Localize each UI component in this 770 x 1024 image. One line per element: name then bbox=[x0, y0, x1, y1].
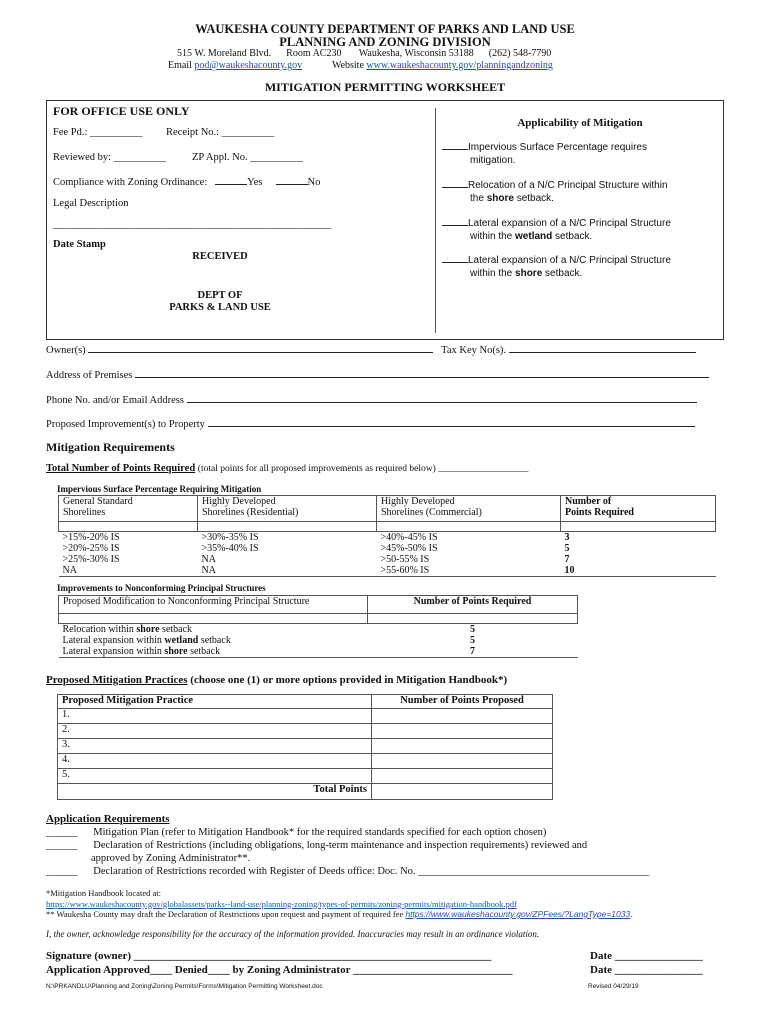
applicability-item-4[interactable]: Lateral expansion of a N/C Principal Structure within the shore setback. bbox=[442, 254, 671, 280]
practices-note: (choose one (1) or more options provided in Mitigation Handbook*) bbox=[190, 674, 508, 686]
practice-points-3[interactable] bbox=[372, 739, 553, 754]
phone-field[interactable] bbox=[187, 402, 697, 403]
app-req-item[interactable]: ______ Mitigation Plan (refer to Mitigation Handbook* for the required standards specified for each option chosen) bbox=[46, 827, 547, 838]
website-label: Website bbox=[331, 60, 364, 71]
isp-col-commercial: Highly Developed Shorelines (Commercial) bbox=[377, 496, 561, 522]
phone: (262) 548-7790 bbox=[488, 48, 552, 59]
approval-date-line[interactable]: Date ________________ bbox=[590, 964, 703, 976]
receipt-no: Receipt No.: __________ bbox=[166, 127, 275, 138]
applicability-item-3[interactable]: Lateral expansion of a N/C Principal Structure within the wetland setback. bbox=[442, 217, 671, 243]
division-heading: PLANNING AND ZONING DIVISION bbox=[279, 35, 491, 49]
office-divider bbox=[435, 108, 436, 333]
approval-line[interactable]: Application Approved____ Denied____ by Zoning Administrator _____________________________ bbox=[46, 964, 513, 976]
dept-stamp-2: PARKS & LAND USE bbox=[169, 302, 271, 313]
applicability-item-1[interactable]: Impervious Surface Percentage requires mitigation. bbox=[442, 141, 647, 167]
applicability-heading: Applicability of Mitigation bbox=[517, 117, 643, 129]
isp-row: >20%-25% IS >35%-40% IS >45%-50% IS 5 bbox=[62, 543, 570, 554]
total-points-row bbox=[46, 463, 528, 474]
handbook-note: *Mitigation Handbook located at: bbox=[46, 888, 161, 898]
date-stamp: Date Stamp bbox=[53, 239, 106, 250]
compliance-row bbox=[53, 177, 320, 188]
practice-points-1[interactable] bbox=[372, 709, 553, 724]
no-blank[interactable] bbox=[276, 184, 308, 185]
isp-row: >25%-30% IS NA >50-55% IS 7 bbox=[62, 554, 570, 565]
compliance-label: Compliance with Zoning Ordinance: bbox=[53, 177, 208, 188]
improvement-row bbox=[46, 419, 726, 430]
app-req-item[interactable]: ______ Declaration of Restrictions recorded with Register of Deeds office: Doc. No. ____________________________________________ bbox=[46, 866, 650, 877]
notes: *Mitigation Handbook located at: https://www.waukeshacounty.gov/globalassets/parks--land-use/planning-zoning/types-of-permits/zoning-permits/mitigation-handbook.pdf ** Waukesha County may draft the Declaration of Restrictions upon request and payment of required fee https://www.waukeshacounty.gov/ZPFees/?LangType=1033. bbox=[46, 888, 746, 920]
practice-row-2[interactable]: 2. bbox=[58, 724, 372, 739]
dept-stamp-1: DEPT OF bbox=[197, 290, 243, 301]
isp-col-residential: Highly Developed Shorelines (Residential) bbox=[198, 496, 377, 522]
yes-label: Yes bbox=[247, 177, 263, 188]
nc-row: Lateral expansion within wetland setback 5 bbox=[62, 635, 475, 646]
owner-row bbox=[46, 345, 726, 356]
practices-heading-row bbox=[46, 674, 507, 686]
total-points-field[interactable] bbox=[372, 784, 553, 800]
email-link[interactable]: pod@waukeshacounty.gov bbox=[194, 60, 303, 71]
isp-row: >15%-20% IS >30%-35% IS >40%-45% IS 3 bbox=[62, 532, 570, 543]
owner-signature-line[interactable]: Signature (owner) _________________________________________________________________ bbox=[46, 950, 492, 962]
taxkey-label: Tax Key No(s). bbox=[441, 345, 507, 356]
legal-line[interactable]: _____________________________________________________ bbox=[53, 219, 332, 230]
applicability-item-2[interactable]: Relocation of a N/C Principal Structure within the shore setback. bbox=[442, 179, 668, 205]
isp-heading: Impervious Surface Percentage Requiring Mitigation bbox=[57, 484, 262, 494]
improvement-label: Proposed Improvement(s) to Property bbox=[46, 419, 205, 430]
address-row bbox=[46, 370, 726, 381]
revised-date: Revised 04/29/19 bbox=[588, 983, 639, 990]
file-path: N:\PRKANDLU\Planning and Zoning\Zoning Permits\Forms\Mitigation Permitting Worksheet.doc bbox=[46, 983, 323, 990]
nc-table bbox=[58, 595, 578, 658]
isp-col-general: General Standard Shorelines bbox=[59, 496, 198, 522]
zp-appl-no: ZP Appl. No. __________ bbox=[192, 152, 303, 163]
email-label: Email bbox=[168, 60, 192, 71]
phone-row bbox=[46, 395, 726, 406]
improvement-field[interactable] bbox=[208, 426, 695, 427]
app-req-item-cont: approved by Zoning Administrator**. bbox=[91, 853, 251, 864]
practice-row-3[interactable]: 3. bbox=[58, 739, 372, 754]
practice-row-1[interactable]: 1. bbox=[58, 709, 372, 724]
room: Room AC230 bbox=[286, 48, 342, 59]
nc-col-points: Number of Points Required bbox=[368, 596, 578, 614]
draft-note: ** Waukesha County may draft the Declaration of Restrictions upon request and payment of required fee bbox=[46, 909, 404, 919]
practice-points-2[interactable] bbox=[372, 724, 553, 739]
mitigation-heading: Mitigation Requirements bbox=[46, 440, 175, 454]
address: 515 W. Moreland Blvd. bbox=[177, 48, 272, 59]
practices-col-practice: Proposed Mitigation Practice bbox=[58, 695, 372, 709]
yes-blank[interactable] bbox=[215, 184, 247, 185]
owner-field[interactable] bbox=[88, 352, 433, 353]
practices-heading: Proposed Mitigation Practices bbox=[46, 674, 188, 686]
total-points-note[interactable]: (total points for all proposed improvements as required below) ___________________ bbox=[197, 464, 529, 474]
office-heading: FOR OFFICE USE ONLY bbox=[53, 104, 190, 118]
nc-col-mod: Proposed Modification to Nonconforming Principal Structure bbox=[59, 596, 368, 614]
practices-table bbox=[57, 694, 553, 800]
website-link[interactable]: www.waukeshacounty.gov/planningandzoning bbox=[366, 60, 553, 71]
isp-col-points: Number of Points Required bbox=[561, 496, 716, 522]
handbook-link[interactable]: https://www.waukeshacounty.gov/globalassets/parks--land-use/planning-zoning/types-of-permits/zoning-permits/mitigation-handbook.pdf bbox=[46, 898, 517, 909]
practices-col-points: Number of Points Proposed bbox=[372, 695, 553, 709]
address-line bbox=[177, 48, 551, 59]
taxkey-field[interactable] bbox=[509, 352, 696, 353]
city: Waukesha, Wisconsin 53188 bbox=[358, 48, 474, 59]
owner-date-line[interactable]: Date ________________ bbox=[590, 950, 703, 962]
phone-label: Phone No. and/or Email Address bbox=[46, 395, 184, 406]
isp-table bbox=[58, 495, 716, 577]
reviewed-by: Reviewed by: __________ bbox=[53, 152, 167, 163]
address-label: Address of Premises bbox=[46, 370, 133, 381]
acknowledgment: I, the owner, acknowledge responsibility for the accuracy of the information provided. Inaccuracies may result in an ordinance violation. bbox=[46, 929, 540, 939]
nc-row: Lateral expansion within shore setback 7 bbox=[59, 646, 578, 658]
practice-points-5[interactable] bbox=[372, 769, 553, 784]
received-stamp: RECEIVED bbox=[192, 251, 248, 262]
app-req-heading: Application Requirements bbox=[46, 813, 170, 825]
nc-heading: Improvements to Nonconforming Principal Structures bbox=[57, 583, 266, 593]
owner-label: Owner(s) bbox=[46, 345, 86, 356]
fee-paid: Fee Pd.: __________ bbox=[53, 127, 143, 138]
app-req-item[interactable]: ______ Declaration of Restrictions (including obligations, long-term maintenance and inspection requirements) reviewed and bbox=[46, 840, 588, 851]
practice-row-4[interactable]: 4. bbox=[58, 754, 372, 769]
address-field[interactable] bbox=[135, 377, 709, 378]
total-points-label: Total Number of Points Required bbox=[46, 463, 196, 474]
nc-row: Relocation within shore setback 5 bbox=[62, 624, 475, 635]
dept-heading: WAUKESHA COUNTY DEPARTMENT OF PARKS AND LAND USE bbox=[195, 22, 575, 36]
page-title: MITIGATION PERMITTING WORKSHEET bbox=[264, 80, 506, 94]
legal-description: Legal Description bbox=[53, 198, 129, 209]
practice-points-4[interactable] bbox=[372, 754, 553, 769]
fee-link[interactable]: https://www.waukeshacounty.gov/ZPFees/?LangType=1033 bbox=[405, 909, 631, 919]
no-label: No bbox=[307, 177, 321, 188]
contact-line bbox=[168, 60, 553, 71]
app-req-list bbox=[46, 826, 649, 878]
total-points-label: Total Points bbox=[58, 784, 372, 800]
practice-row-5[interactable]: 5. bbox=[58, 769, 372, 784]
isp-row: NA NA >55-60% IS 10 bbox=[59, 565, 716, 577]
